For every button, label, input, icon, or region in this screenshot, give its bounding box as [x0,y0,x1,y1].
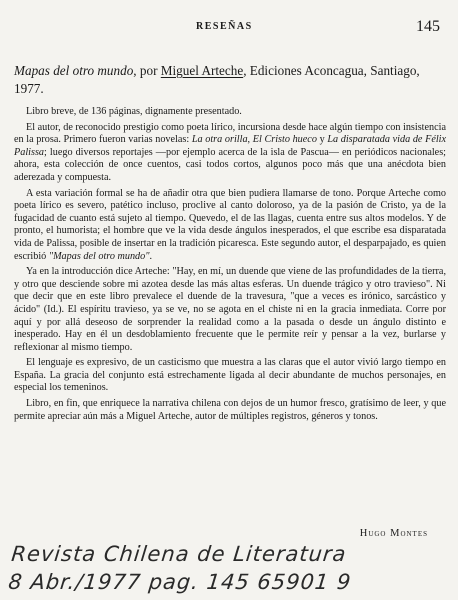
paragraph-2-text-b: ; luego diversos reportajes —por ejemplo acerca de la isla de Pascua— en periódicos nacionales; ahora, esta colección de once cuentos, casi todos cortos, algunos poco más que una anécdota bien aderezada y compuesta. [14,146,446,183]
reviewer-signature: Hugo Montes [359,528,428,539]
novel-title-3: La disparatada vida de Félix Palissa [14,134,447,158]
paragraph-6: Libro, en fin, que enriquece la narrativa chilena con dejos de un humor fresco, gratísimo de leer, y que permite apreciar aún más a Miguel Arteche, autor de múltiples registros, géneros y tonos. [14,398,446,422]
paragraph-2-text-a: El autor, de reconocido prestigio como poeta lírico, incursiona desde hace algún tiempo con insistencia en la prosa. Primero fueron varias novelas: [14,121,446,146]
book-title: Mapas del otro mundo [14,63,134,78]
paragraph-2-sep-2: y [316,134,328,146]
book-title-quoted: "Mapas del otro mundo" [48,250,150,262]
paragraph-3-text-b: . [149,250,153,262]
paragraph-2-sep-1: , [247,134,253,146]
section-name: RESEÑAS [196,21,253,32]
novel-title-1: La otra orilla [191,134,248,146]
paragraph-3-text-a: A esta variación formal se ha de añadir otra que bien pudiera llamarse de tono. Porque Arteche como poeta lírico es severo, patético incluso, proclive al canto doloroso, ya de la pasión de Cristo, ya de la fugacidad de cuanto está sujeto al tiempo. Quevedo, el de las llagas, cuenta entre sus altos modelos. Y de pronto, el humorista; el hombre que ve la vida desde ángulos inesperados, el que escribe esa disparatada vida de Palissa, posible de insertar en la tradición picaresca. Este segundo autor, el desparpajado, es quien escribió [14,187,446,262]
citation-by: , por [133,63,161,78]
handwritten-line-1: Revista Chilena de Literatura [10,542,348,566]
handwritten-line-2: 8 Abr./1977 pag. 145 65901 9 [7,570,353,594]
paragraph-2 [14,122,446,185]
handwritten-annotation [7,540,453,596]
paragraph-3 [14,188,446,264]
running-header [0,18,458,40]
book-citation [14,62,444,98]
book-author: Miguel Arteche [160,63,244,78]
paragraph-4: Ya en la introducción dice Arteche: "Hay, en mí, un duende que viene de las profundidades de la tierra, y otro que desciende sobre mi azotea desde las más altas esferas. Un duende trágico y otro travieso". Ni que decir que en este libro prevalece el duende de la travesura, "que a veces es irónico, sarcástico y ácido" (Id.). El espíritu travieso, ya se ve, no se agota en el chiste ni en la gracia inmediata. Corre por aquí y por allá deseoso de sorprender la realidad como a la pasada o desde un ángulo distinto e inesperado. Hay en él un desdoblamiento frecuente que le permite reír y pensar a la vez, burlarse y reflexionar al mismo tiempo. [14,266,446,353]
paragraph-5: El lenguaje es expresivo, de un casticismo que muestra a las claras que el autor vivió largo tiempo en España. La gracia del conjunto está estrechamente ligada al decir abundante de muchos personajes, en especial los temeninos. [14,357,446,394]
page-number: 145 [416,18,440,35]
review-body [14,106,446,423]
publisher-info: , Ediciones Aconcagua, Santiago, 1977. [14,63,420,96]
paragraph-1: Libro breve, de 136 páginas, dignamente presentado. [26,106,242,117]
novel-title-2: El Cristo hueco [252,134,317,146]
